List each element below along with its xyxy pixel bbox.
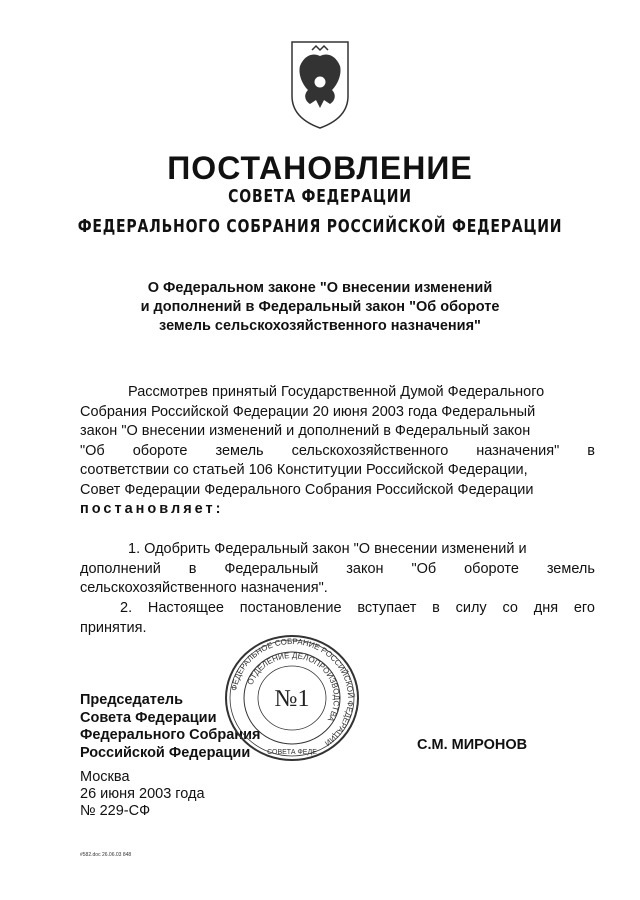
item-line: сельскохозяйственного назначения". bbox=[80, 580, 328, 596]
word: сельскохозяйственного bbox=[291, 442, 449, 459]
signatory-line: Совета Федерации bbox=[80, 709, 217, 726]
subject-line-2: и дополнений в Федеральный закон "Об обороте bbox=[140, 299, 500, 315]
word: обороте bbox=[132, 442, 188, 459]
resolution-item-2 bbox=[80, 599, 595, 638]
item-line bbox=[80, 560, 595, 580]
item-line: принятия. bbox=[80, 619, 147, 636]
issuer-line-1: СОВЕТА ФЕДЕРАЦИИ bbox=[228, 186, 412, 207]
word: в bbox=[432, 600, 440, 616]
word: земель bbox=[546, 560, 595, 577]
word: земель bbox=[215, 442, 264, 459]
word: "Об bbox=[411, 560, 437, 577]
word: вступает bbox=[357, 600, 417, 616]
document-number: № 229-СФ bbox=[80, 803, 151, 819]
preamble-line bbox=[80, 442, 595, 462]
word: в bbox=[587, 442, 595, 459]
word: 2. bbox=[120, 600, 133, 616]
preamble-line: соответствии со статьей 106 Конституции Российской Федерации, bbox=[80, 462, 528, 478]
signatory-line: Российской Федерации bbox=[80, 744, 251, 761]
word: "Об bbox=[80, 442, 105, 459]
stamp-bottom-text: СОВЕТА ФЕДЕ bbox=[267, 749, 317, 756]
resolves-word: постановляет: bbox=[80, 501, 224, 517]
place-date-number bbox=[80, 769, 205, 820]
word: обороте bbox=[464, 560, 519, 577]
word: дня bbox=[533, 600, 559, 616]
date: 26 июня 2003 года bbox=[80, 786, 205, 802]
word: Федеральный bbox=[224, 560, 319, 577]
stamp-number: №1 bbox=[274, 686, 310, 712]
stamp-outer-text: ФЕДЕРАЛЬНОЕ СОБРАНИЕ РОССИЙСКОЙ ФЕДЕРАЦИИ bbox=[229, 636, 356, 748]
item-line bbox=[80, 599, 595, 619]
signatory-line: Председатель bbox=[80, 692, 184, 708]
word: в bbox=[188, 560, 197, 577]
item-line: 1. Одобрить Федеральный закон "О внесении изменений и bbox=[128, 541, 527, 557]
issuer-line-2: ФЕДЕРАЛЬНОГО СОБРАНИЯ РОССИЙСКОЙ ФЕДЕРАЦИИ bbox=[77, 216, 563, 237]
word: силу bbox=[455, 600, 487, 616]
signatory-name: С.М. МИРОНОВ bbox=[417, 737, 528, 753]
preamble-paragraph bbox=[80, 383, 595, 520]
word: Настоящее bbox=[147, 600, 224, 616]
file-footnote: #582.doc 26.06.03 848 bbox=[80, 852, 132, 858]
word: его bbox=[573, 600, 595, 616]
city: Москва bbox=[80, 769, 130, 785]
preamble-line: Совет Федерации Федерального Собрания Российской Федерации bbox=[80, 481, 534, 498]
double-headed-eagle-emblem-icon bbox=[288, 38, 352, 130]
document-title: ПОСТАНОВЛЕНИЕ bbox=[167, 150, 473, 186]
preamble-line: Собрания Российской Федерации 20 июня 2003 года Федеральный bbox=[80, 403, 536, 420]
preamble-line: Рассмотрев принятый Государственной Думой Федерального bbox=[128, 384, 545, 400]
stamp-inner-text: ОТДЕЛЕНИЕ ДЕЛОПРОИЗВОДСТВА bbox=[245, 650, 342, 724]
word: закон bbox=[346, 560, 384, 577]
subject-line-3: земель сельскохозяйственного назначения" bbox=[159, 318, 481, 334]
word: со bbox=[502, 600, 518, 616]
office-seal-stamp bbox=[222, 634, 362, 762]
resolution-item-1 bbox=[80, 540, 595, 599]
signatory-line: Федерального Собрания bbox=[80, 727, 261, 743]
subject-line-1: О Федеральном законе "О внесении изменений bbox=[147, 280, 493, 296]
preamble-line: закон "О внесении изменений и дополнений в Федеральный закон bbox=[80, 423, 531, 439]
word: дополнений bbox=[80, 560, 161, 577]
word: постановление bbox=[239, 600, 342, 616]
word: назначения" bbox=[476, 442, 560, 459]
